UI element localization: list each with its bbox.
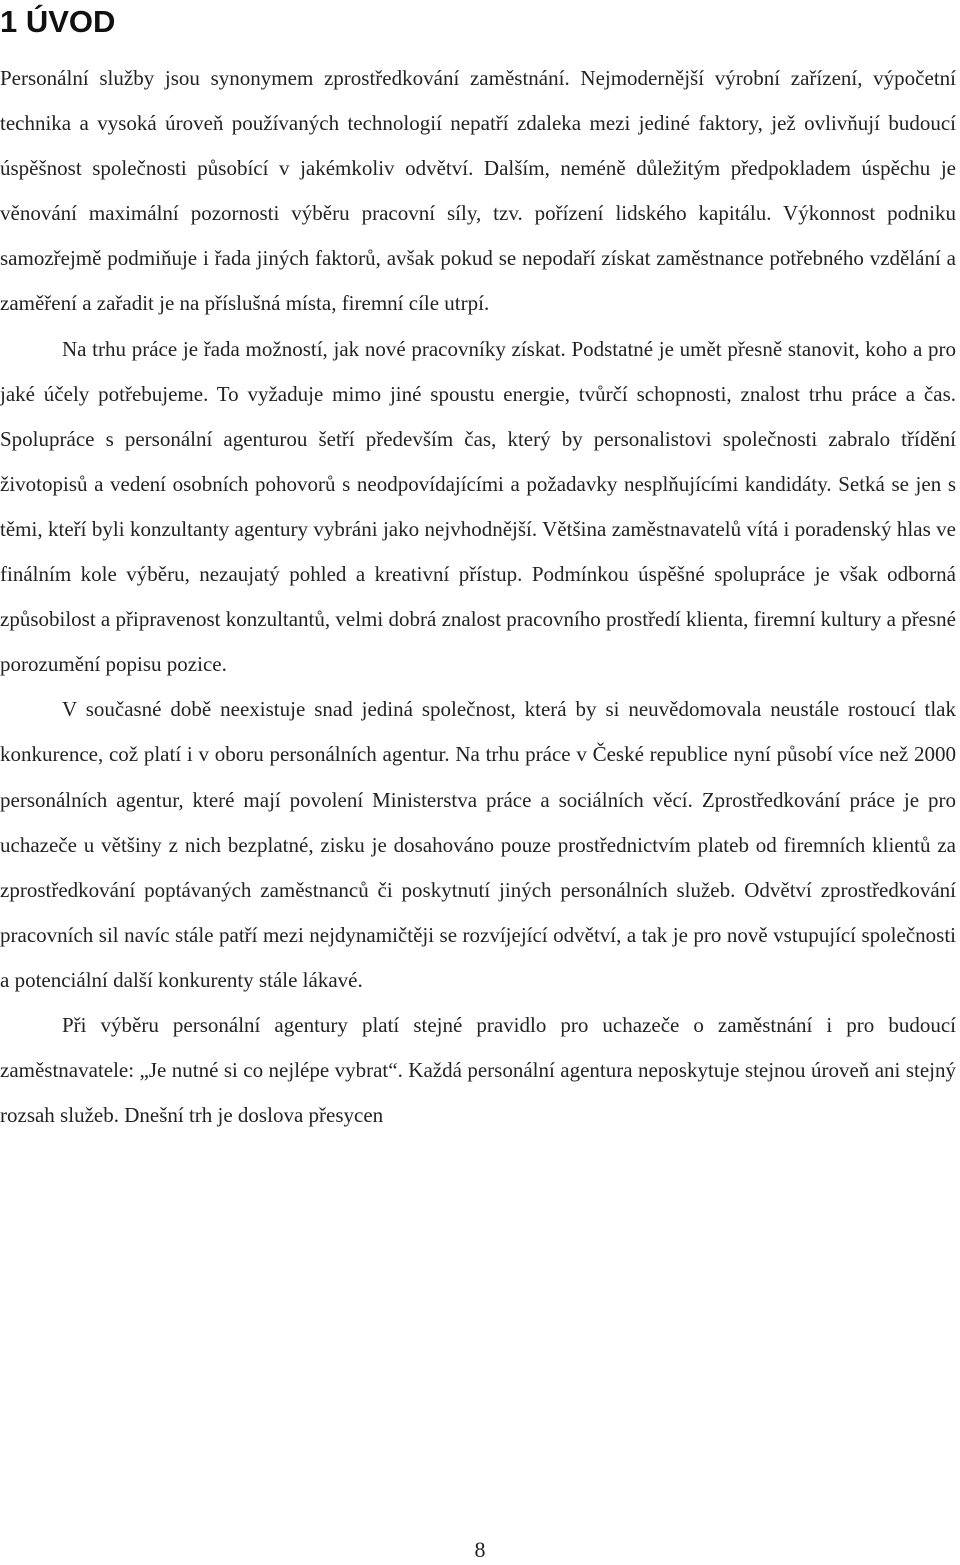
page-number: 8 <box>474 1537 486 1562</box>
paragraph-labor-market: Na trhu práce je řada možností, jak nové pracovníky získat. Podstatné je umět přesně stanovit, koho a pro jaké účely potřebujeme. To vyžaduje mimo jiné spoustu energie, tvůrčí schopnosti, znalost trhu práce a čas. Spolupráce s personální agenturou šetří především čas, který by personalistovi společnosti zabralo třídění životopisů a vedení osobních pohovorů s neodpovídajícími a požadavky nesplňujícími kandidáty. Setká se jen s těmi, kteří byli konzultanty agentury vybráni jako nejvhodnější. Většina zaměstnavatelů vítá i poradenský hlas ve finálním kole výběru, nezaujatý pohled a kreativní přístup. Podmínkou úspěšné spolupráce je však odborná způsobilost a připravenost konzultantů, velmi dobrá znalost pracovního prostředí klienta, firemní kultury a přesné porozumění popisu pozice. <box>0 336 956 677</box>
chapter-heading: 1 ÚVOD <box>0 4 116 39</box>
paragraph-competition: V současné době neexistuje snad jediná společnost, která by si neuvědomovala neustále rostoucí tlak konkurence, což platí i v oboru personálních agentur. Na trhu práce v České republice nyní působí více než 2000 personálních agentur, které mají povolení Ministerstva práce a sociálních věcí. Zprostředkování práce je pro uchazeče u většiny z nich bezplatné, zisku je dosahováno pouze prostřednictvím plateb od firemních klientů za zprostředkování poptávaných zaměstnanců či poskytnutí jiných personálních služeb. Odvětví zprostředkování pracovních sil navíc stále patří mezi nejdynamičtěji se rozvíjející odvětví, a tak je pro nově vstupující společnosti a potenciální další konkurenty stále lákavé. <box>0 697 956 992</box>
body-text <box>0 56 956 1138</box>
paragraph-intro: Personální služby jsou synonymem zprostředkování zaměstnání. Nejmodernější výrobní zařízení, výpočetní technika a vysoká úroveň používaných technologií nepatří zdaleka mezi jediné faktory, jež ovlivňují budoucí úspěšnost společnosti působící v jakémkoliv odvětví. Dalším, neméně důležitým předpokladem úspěchu je věnování maximální pozornosti výběru pracovní síly, tzv. pořízení lidského kapitálu. Výkonnost podniku samozřejmě podmiňuje i řada jiných faktorů, avšak pokud se nepodaří získat zaměstnance potřebného vzdělání a zaměření a zařadit je na příslušná místa, firemní cíle utrpí. <box>0 66 956 316</box>
paragraph-agency-choice: Při výběru personální agentury platí stejné pravidlo pro uchazeče o zaměstnání i pro budoucí zaměstnavatele: „Je nutné si co nejlépe vybrat“. Každá personální agentura neposkytuje stejnou úroveň ani stejný rozsah služeb. Dnešní trh je doslova přesycen <box>0 1012 956 1128</box>
